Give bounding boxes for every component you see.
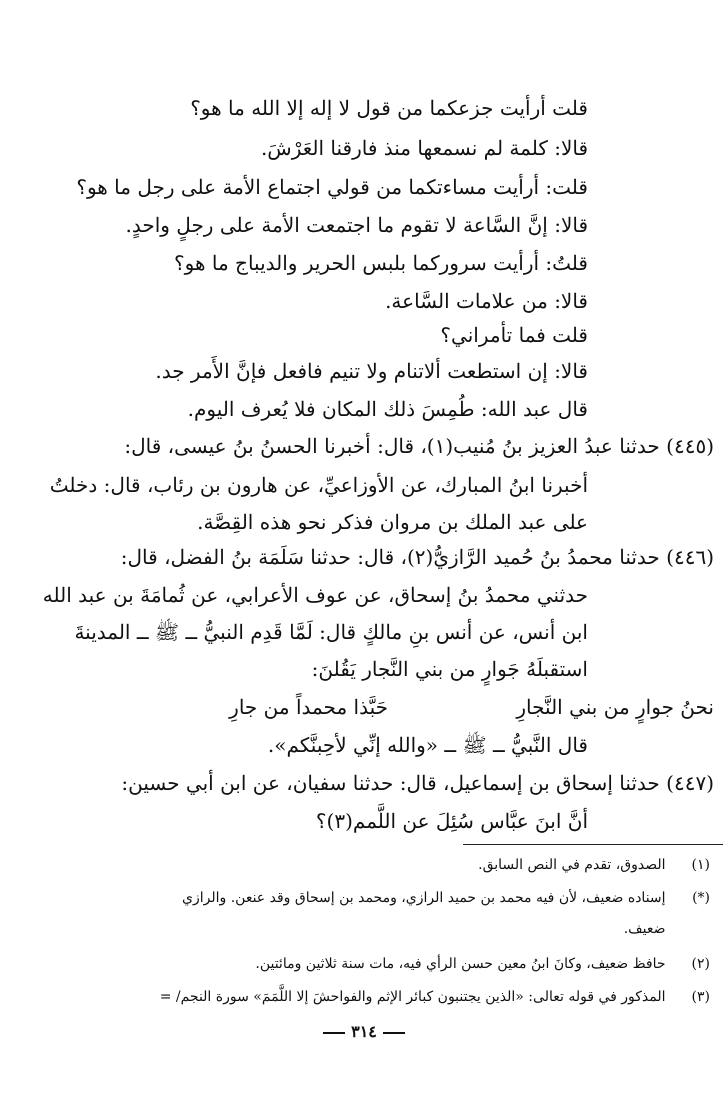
dash-mark — [383, 1032, 405, 1034]
body-line: قلت أرأيت جزعكما من قول لا إله إلا الله ما هو؟ — [190, 96, 588, 120]
body-line: قال عبد الله: طُمِسَ ذلك المكان فلا يُعرف اليوم. — [187, 397, 588, 421]
body-line: أخبرنا ابنُ المبارك، عن الأوزاعيِّ، عن هارون بن رئاب، قال: دخلتُ — [49, 473, 588, 497]
body-line: على عبد الملك بن مروان فذكر نحو هذه القِصَّة. — [197, 510, 588, 534]
hadith-445-line: (٤٤٥) حدثنا عبدُ العزيز بنُ مُنيب(١)، قال: أخبرنا الحسنُ بنُ عيسى، قال: — [124, 434, 714, 458]
body-line: قلتُ: أرأيت سروركما بلبس الحرير والديباج ما هو؟ — [174, 251, 588, 275]
body-line: قالا: إن استطعت ألاتنام ولا تنيم فافعل فإنَّ الأَمر جد. — [155, 359, 588, 383]
footnote-number: (٢) — [691, 956, 710, 972]
hadith-447-line: (٤٤٧) حدثنا إسحاق بن إسماعيل، قال: حدثنا سفيان، عن ابن أبي حسين: — [121, 771, 714, 795]
dash-mark — [323, 1032, 345, 1034]
page-number — [0, 1022, 728, 1041]
page-number-value: ٣١٤ — [351, 1022, 377, 1041]
footnote-number: (*) — [692, 890, 710, 906]
body-line: قالا: إنَّ السَّاعة لا تقوم ما اجتمعت الأمة على رجلٍ واحدٍ. — [125, 213, 588, 237]
footnote-text: حافظ ضعيف، وكانَ ابنُ معين حسن الرأي فيه، مات سنة ثلاثين ومائتين. — [255, 956, 666, 972]
footnote-text: ضعيف. — [623, 921, 666, 937]
body-line: قلت فما تأمراني؟ — [440, 323, 588, 347]
footnote — [160, 986, 710, 1008]
body-line: قالا: كلمة لم نسمعها منذ فارقنا العَرْشَ. — [260, 136, 588, 160]
footnote-text: المذكور في قوله تعالى: «الذين يجتنبون كبائر الإثم والفواحشَ إلا اللَّمَمَ» سورة النجم/ = — [159, 989, 666, 1005]
footnote-number: (١) — [691, 857, 710, 873]
body-line: قالا: من علامات السَّاعة. — [385, 289, 588, 313]
body-line: ابن أنس، عن أنس بنِ مالكٍ قال: لَمَّا قَدِم النبيُّ ــ ﷺ ــ المدينةَ — [74, 620, 588, 644]
body-line: قلت: أرأيت مساءتكما من قولي اجتماع الأمة على رجل ما هو؟ — [76, 175, 588, 199]
footnote-text: إسناده ضعيف، لأن فيه محمد بن حميد الرازي، ومحمد بن إسحاق وقد عنعن. والرازي — [182, 890, 666, 906]
footnote — [182, 887, 710, 909]
body-line: قال النَّبيُّ ــ ﷺ ــ «والله إنِّي لأحِبنَّكم». — [267, 733, 588, 757]
footnote-number: (٣) — [691, 989, 710, 1005]
poem-hemistich-second: حَبَّذا محمداً من جارِ — [229, 695, 388, 719]
body-line: استقبلَهُ جَوارٍ من بني النَّجار يَقُلنَ: — [311, 657, 588, 681]
footnote — [624, 918, 710, 940]
body-line: حدثني محمدُ بنُ إسحاق، عن عوف الأعرابي، عن ثُمامَةَ بن عبد الله — [42, 583, 588, 607]
footnote-text: الصدوق، تقدم في النص السابق. — [478, 857, 666, 873]
hadith-446-line: (٤٤٦) حدثنا محمدُ بنُ حُميد الرَّازيُّ(٢)، قال: حدثنا سَلَمَة بنُ الفضل، قال: — [120, 545, 714, 569]
body-line: أنَّ ابنَ عبَّاس سُئِلَ عن اللَّمم(٣)؟ — [315, 809, 588, 833]
footnote-separator — [463, 844, 723, 845]
footnote — [478, 854, 710, 876]
footnote — [255, 953, 710, 975]
poem-hemistich-first: نحنُ جوارٍ من بني النَّجارِ — [516, 695, 714, 719]
